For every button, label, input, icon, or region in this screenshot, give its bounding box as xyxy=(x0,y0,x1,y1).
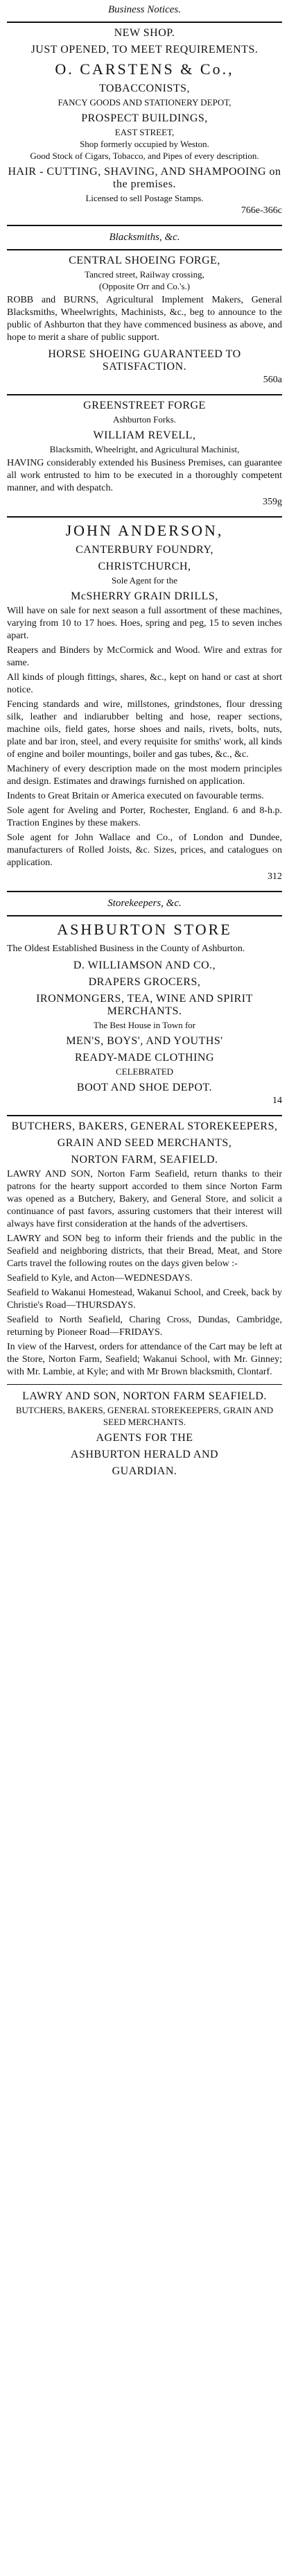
ad-line: McSHERRY GRAIN DRILLS, xyxy=(71,590,218,602)
divider xyxy=(7,249,282,250)
business-name: JOHN ANDERSON, xyxy=(65,522,224,539)
ad-body: Sole agent for John Wallace and Co., of London and Dundee, manufacturers of Rolled Joists, &c. Sizes, prices, and catalogues on application. xyxy=(7,833,282,868)
ad-reference: 14 xyxy=(272,1095,282,1106)
divider xyxy=(7,1384,282,1385)
ad-line: (Opposite Orr and Co.'s.) xyxy=(98,281,191,291)
ad-body: Will have on sale for next season a full assortment of these machines, varying from 10 to 17 hoes. Hoes, spring and peg, 15 to seven inches apart. xyxy=(7,606,282,641)
divider xyxy=(7,394,282,395)
ad-line: Licensed to sell Postage Stamps. xyxy=(85,193,204,203)
section-heading-storekeepers: Storekeepers, &c. xyxy=(107,898,182,909)
section-heading-blacksmiths: Blacksmiths, &c. xyxy=(109,232,180,243)
ad-title: NEW SHOP. xyxy=(114,27,175,39)
ad-line: The Best House in Town for xyxy=(93,1020,196,1030)
business-name: ASHBURTON STORE xyxy=(57,921,232,938)
ad-line: Ashburton Forks. xyxy=(112,414,176,425)
ad-reference: 766e-366c xyxy=(240,205,282,216)
section-heading-business: Business Notices. xyxy=(108,4,181,15)
ad-title: BUTCHERS, BAKERS, GENERAL STOREKEEPERS, xyxy=(11,1120,278,1132)
ad-line: CHRISTCHURCH, xyxy=(98,561,191,572)
ad-line: LAWRY AND SON, NORTON FARM SEAFIELD. xyxy=(22,1390,267,1402)
ad-line: Sole Agent for the xyxy=(112,575,177,586)
ad-body: HAVING considerably extended his Business Premises, can guarantee all work entrusted to him to be executed in a thoroughly competent manner, and with despatch. xyxy=(7,458,282,493)
ad-body: Sole agent for Aveling and Porter, Rochester, England. 6 and 8-h.p. Traction Engines by these makers. xyxy=(7,805,282,828)
ad-line: CANTERBURY FOUNDRY, xyxy=(76,544,213,556)
ad-line: D. WILLIAMSON AND CO., xyxy=(73,959,216,971)
divider xyxy=(7,1115,282,1116)
ad-body: Indents to Great Britain or America executed on favourable terms. xyxy=(7,791,264,801)
route-item: Seafield to Kyle, and Acton—WEDNESDAYS. xyxy=(7,1273,193,1283)
ad-reference: 312 xyxy=(268,871,282,882)
ad-title: CENTRAL SHOEING FORGE, xyxy=(69,255,220,266)
route-item: Seafield to Wakanui Homestead, Wakanui School, and Creek, back by Christie's Road—THURSDAYS. xyxy=(7,1288,282,1311)
ad-line: HORSE SHOEING GUARANTEED TO SATISFACTION. xyxy=(48,348,241,373)
business-name: O. CARSTENS & Co., xyxy=(55,60,234,78)
ad-body: Machinery of every description made on the most modern principles and design. Estimates and drawings furnished on application. xyxy=(7,764,282,787)
ad-line: CELEBRATED xyxy=(115,1066,174,1077)
divider xyxy=(7,891,282,892)
ad-john-anderson xyxy=(7,522,282,887)
ad-body: LAWRY and SON beg to inform their friends and the public in the Seafield and neighboring districts, that their Bread, Meat, and Store Carts travel the following routes on the days given below :- xyxy=(7,1234,282,1269)
newspaper-column xyxy=(7,0,282,1482)
ad-body: Reapers and Binders by McCormick and Wood. Wire and extras for same. xyxy=(7,645,282,668)
route-item: Seafield to North Seafield, Charing Cross, Dundas, Cambridge, returning by Pioneer Road—FRIDAYS. xyxy=(7,1315,282,1338)
ad-line: GRAIN AND SEED MERCHANTS, xyxy=(57,1137,232,1149)
divider xyxy=(7,915,282,916)
ad-ashburton-store xyxy=(7,921,282,1111)
ad-line: MEN'S, BOYS', AND YOUTHS' xyxy=(66,1035,223,1047)
ad-line: Shop formerly occupied by Weston. xyxy=(80,139,209,149)
ad-body: ROBB and BURNS, Agricultural Implement Makers, General Blacksmiths, Wheelwrights, Machinists, &c., beg to announce to the public of Ashburton that they have commenced business as above, and hope to merit a share of public support. xyxy=(7,295,282,343)
ad-reference: 560a xyxy=(263,375,282,385)
ad-line: Blacksmith, Wheelright, and Agricultural Machinist, xyxy=(49,444,240,454)
ad-line: GUARDIAN. xyxy=(112,1465,177,1477)
ad-line: BOOT AND SHOE DEPOT. xyxy=(76,1082,213,1093)
ad-reference: 359g xyxy=(263,497,282,507)
ad-line: Good Stock of Cigars, Tobacco, and Pipes of every description. xyxy=(30,151,259,161)
ad-subtitle: JUST OPENED, TO MEET REQUIREMENTS. xyxy=(30,44,259,56)
ad-body: Fencing standards and wire, millstones, grindstones, flour dressing silk, leather and indiarubber belting and hose, reaper sections, machine oils, field gates, horse shoes and nails, rivets, bolts, nuts, plate and bar iron, steel, and every requisite for smiths' work, all kinds of engine and boiler mountings, boiler and gas tubes, &c., &c. xyxy=(7,699,282,760)
ad-line: AGENTS FOR THE xyxy=(96,1432,193,1444)
divider xyxy=(7,22,282,23)
ad-line: READY-MADE CLOTHING xyxy=(74,1052,215,1064)
ad-line: HAIR - CUTTING, SHAVING, AND SHAMPOOING on the premises. xyxy=(8,166,281,190)
ad-greenstreet-forge xyxy=(7,400,282,512)
divider xyxy=(7,225,282,226)
ad-body: All kinds of plough fittings, shares, &c., kept on hand or cast at short notice. xyxy=(7,672,282,695)
ad-carstens xyxy=(7,27,282,221)
ad-body: In view of the Harvest, orders for attendance of the Cart may be left at the Store, Norton Farm, Seafield; Wakanui School, with Mr. Ginney; with Mr. Lambie, at Kyle; and with Mr Brown blacksmith, Clontarf. xyxy=(7,1342,282,1377)
ad-line: FANCY GOODS AND STATIONERY DEPOT, xyxy=(58,97,231,108)
ad-body: LAWRY AND SON, Norton Farm Seafield, return thanks to their patrons for the hearty support accorded to them since Norton Farm was opened as a Butchery, Bakery, and General Store, and solicit a continuance of past favors, assuring customers that their interest will always have first consideration at the hands of the advertisers. xyxy=(7,1169,282,1229)
ad-line: EAST STREET, xyxy=(114,127,175,137)
ad-line: TOBACCONISTS, xyxy=(98,83,191,94)
ad-body: The Oldest Established Business in the County of Ashburton. xyxy=(7,944,245,954)
ad-line: DRAPERS GROCERS, xyxy=(88,976,201,988)
divider xyxy=(7,516,282,518)
ad-title: GREENSTREET FORGE xyxy=(83,400,206,411)
ad-central-shoeing-forge xyxy=(7,255,282,390)
ad-line: NORTON FARM, SEAFIELD. xyxy=(71,1154,218,1166)
ad-line: PROSPECT BUILDINGS, xyxy=(81,112,208,124)
ad-lawry-and-son xyxy=(7,1120,282,1482)
ad-line: BUTCHERS, BAKERS, GENERAL STOREKEEPERS, GRAIN AND SEED MERCHANTS. xyxy=(15,1405,274,1427)
ad-line: Tancred street, Railway crossing, xyxy=(85,269,204,280)
business-name: WILLIAM REVELL, xyxy=(93,429,196,441)
ad-line: ASHBURTON HERALD AND xyxy=(70,1449,219,1460)
ad-line: IRONMONGERS, TEA, WINE AND SPIRIT MERCHANTS. xyxy=(36,993,253,1017)
